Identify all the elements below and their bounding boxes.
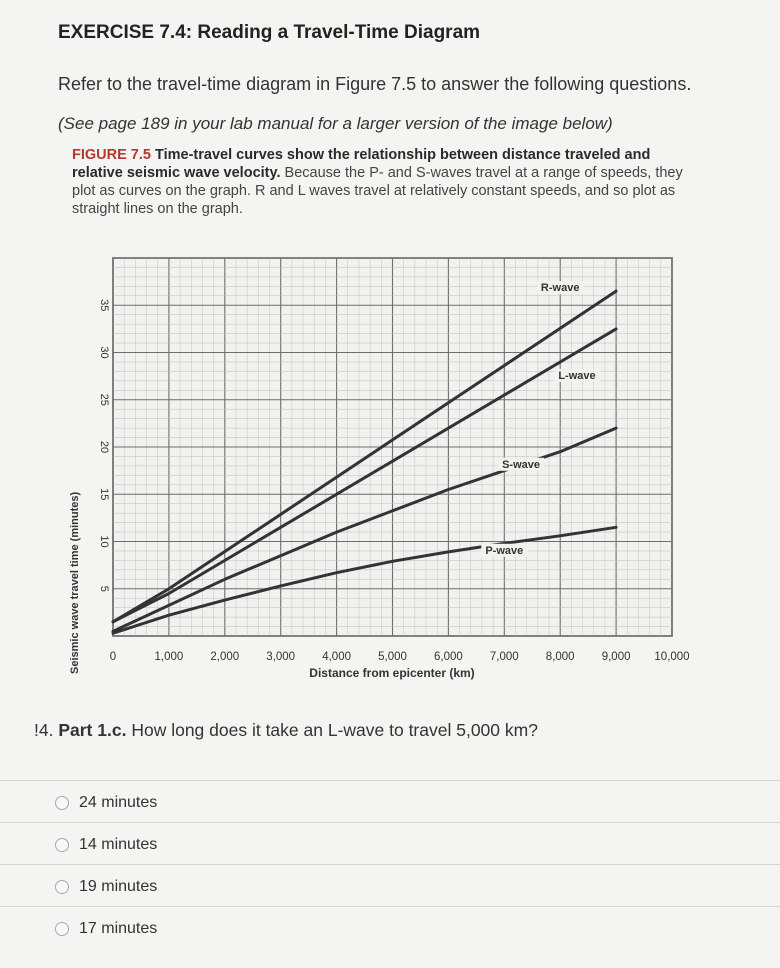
answer-option-2[interactable]: [55, 832, 157, 858]
answer-option-1[interactable]: [55, 790, 157, 816]
figure-caption: [72, 146, 702, 218]
x-tick-label: 2,000: [210, 651, 240, 663]
divider: [0, 822, 780, 823]
y-tick-label: 15: [98, 488, 110, 501]
divider: [0, 780, 780, 781]
travel-time-chart: [0, 236, 780, 686]
series-label-l-wave: L-wave: [558, 369, 596, 382]
question: [34, 720, 538, 741]
option-label: 14 minutes: [79, 836, 158, 853]
x-tick-label: 7,000: [489, 651, 519, 663]
x-tick-label: 4,000: [322, 651, 351, 663]
answer-option-3[interactable]: [55, 874, 157, 900]
option-label: 19 minutes: [79, 878, 158, 895]
divider: [0, 906, 780, 907]
x-axis-label: Distance from epicenter (km): [309, 666, 475, 680]
series-label-s-wave: S-wave: [502, 458, 541, 471]
chart-grid: [113, 258, 672, 636]
question-number: !4.: [34, 720, 54, 740]
y-tick-label: 20: [98, 440, 110, 454]
x-tick-label: 5,000: [378, 651, 407, 663]
option-label: 17 minutes: [79, 920, 158, 937]
radio-button[interactable]: [55, 796, 69, 810]
x-tick-label: 8,000: [545, 651, 575, 663]
radio-button[interactable]: [55, 838, 69, 852]
x-tick-label: 9,000: [601, 651, 631, 663]
x-tick-label: 10,000: [654, 651, 690, 663]
y-tick-label: 5: [98, 585, 110, 592]
x-tick-label: 1,000: [154, 651, 184, 663]
caption-rest: Because the P- and S-waves travel at a range of speeds, they plot as curves on the graph. R and L waves travel at relatively constant speeds, and so plot as straight lines on the graph.: [72, 165, 683, 217]
radio-button[interactable]: [55, 880, 69, 894]
x-tick-label: 3,000: [266, 651, 296, 663]
figure-number: FIGURE 7.5: [72, 147, 151, 163]
y-tick-label: 35: [98, 299, 110, 312]
instruction-text: Refer to the travel-time diagram in Figure 7.5 to answer the following questions.: [58, 74, 692, 94]
series-label-p-wave: P-wave: [485, 544, 524, 557]
y-tick-label: 30: [98, 346, 110, 359]
y-tick-label: 10: [98, 535, 110, 548]
divider: [0, 864, 780, 865]
y-axis-label: Seismic wave travel time (minutes): [69, 491, 81, 674]
radio-button[interactable]: [55, 922, 69, 936]
question-text: How long does it take an L-wave to travel 5,000 km?: [131, 720, 538, 740]
exercise-title: EXERCISE 7.4: Reading a Travel-Time Diagram: [58, 22, 481, 43]
y-tick-label: 25: [98, 393, 110, 406]
see-page-note: (See page 189 in your lab manual for a larger version of the image below): [58, 114, 613, 133]
x-tick-label: 0: [109, 651, 117, 663]
answer-option-4[interactable]: [55, 916, 157, 942]
x-tick-label: 6,000: [434, 651, 463, 663]
question-part: Part 1.c.: [58, 720, 127, 740]
option-label: 24 minutes: [79, 794, 158, 811]
caption-bold: Time-travel curves show the relationship between distance traveled and relative seismic wave velocity.: [72, 147, 651, 181]
series-label-r-wave: R-wave: [540, 282, 580, 295]
